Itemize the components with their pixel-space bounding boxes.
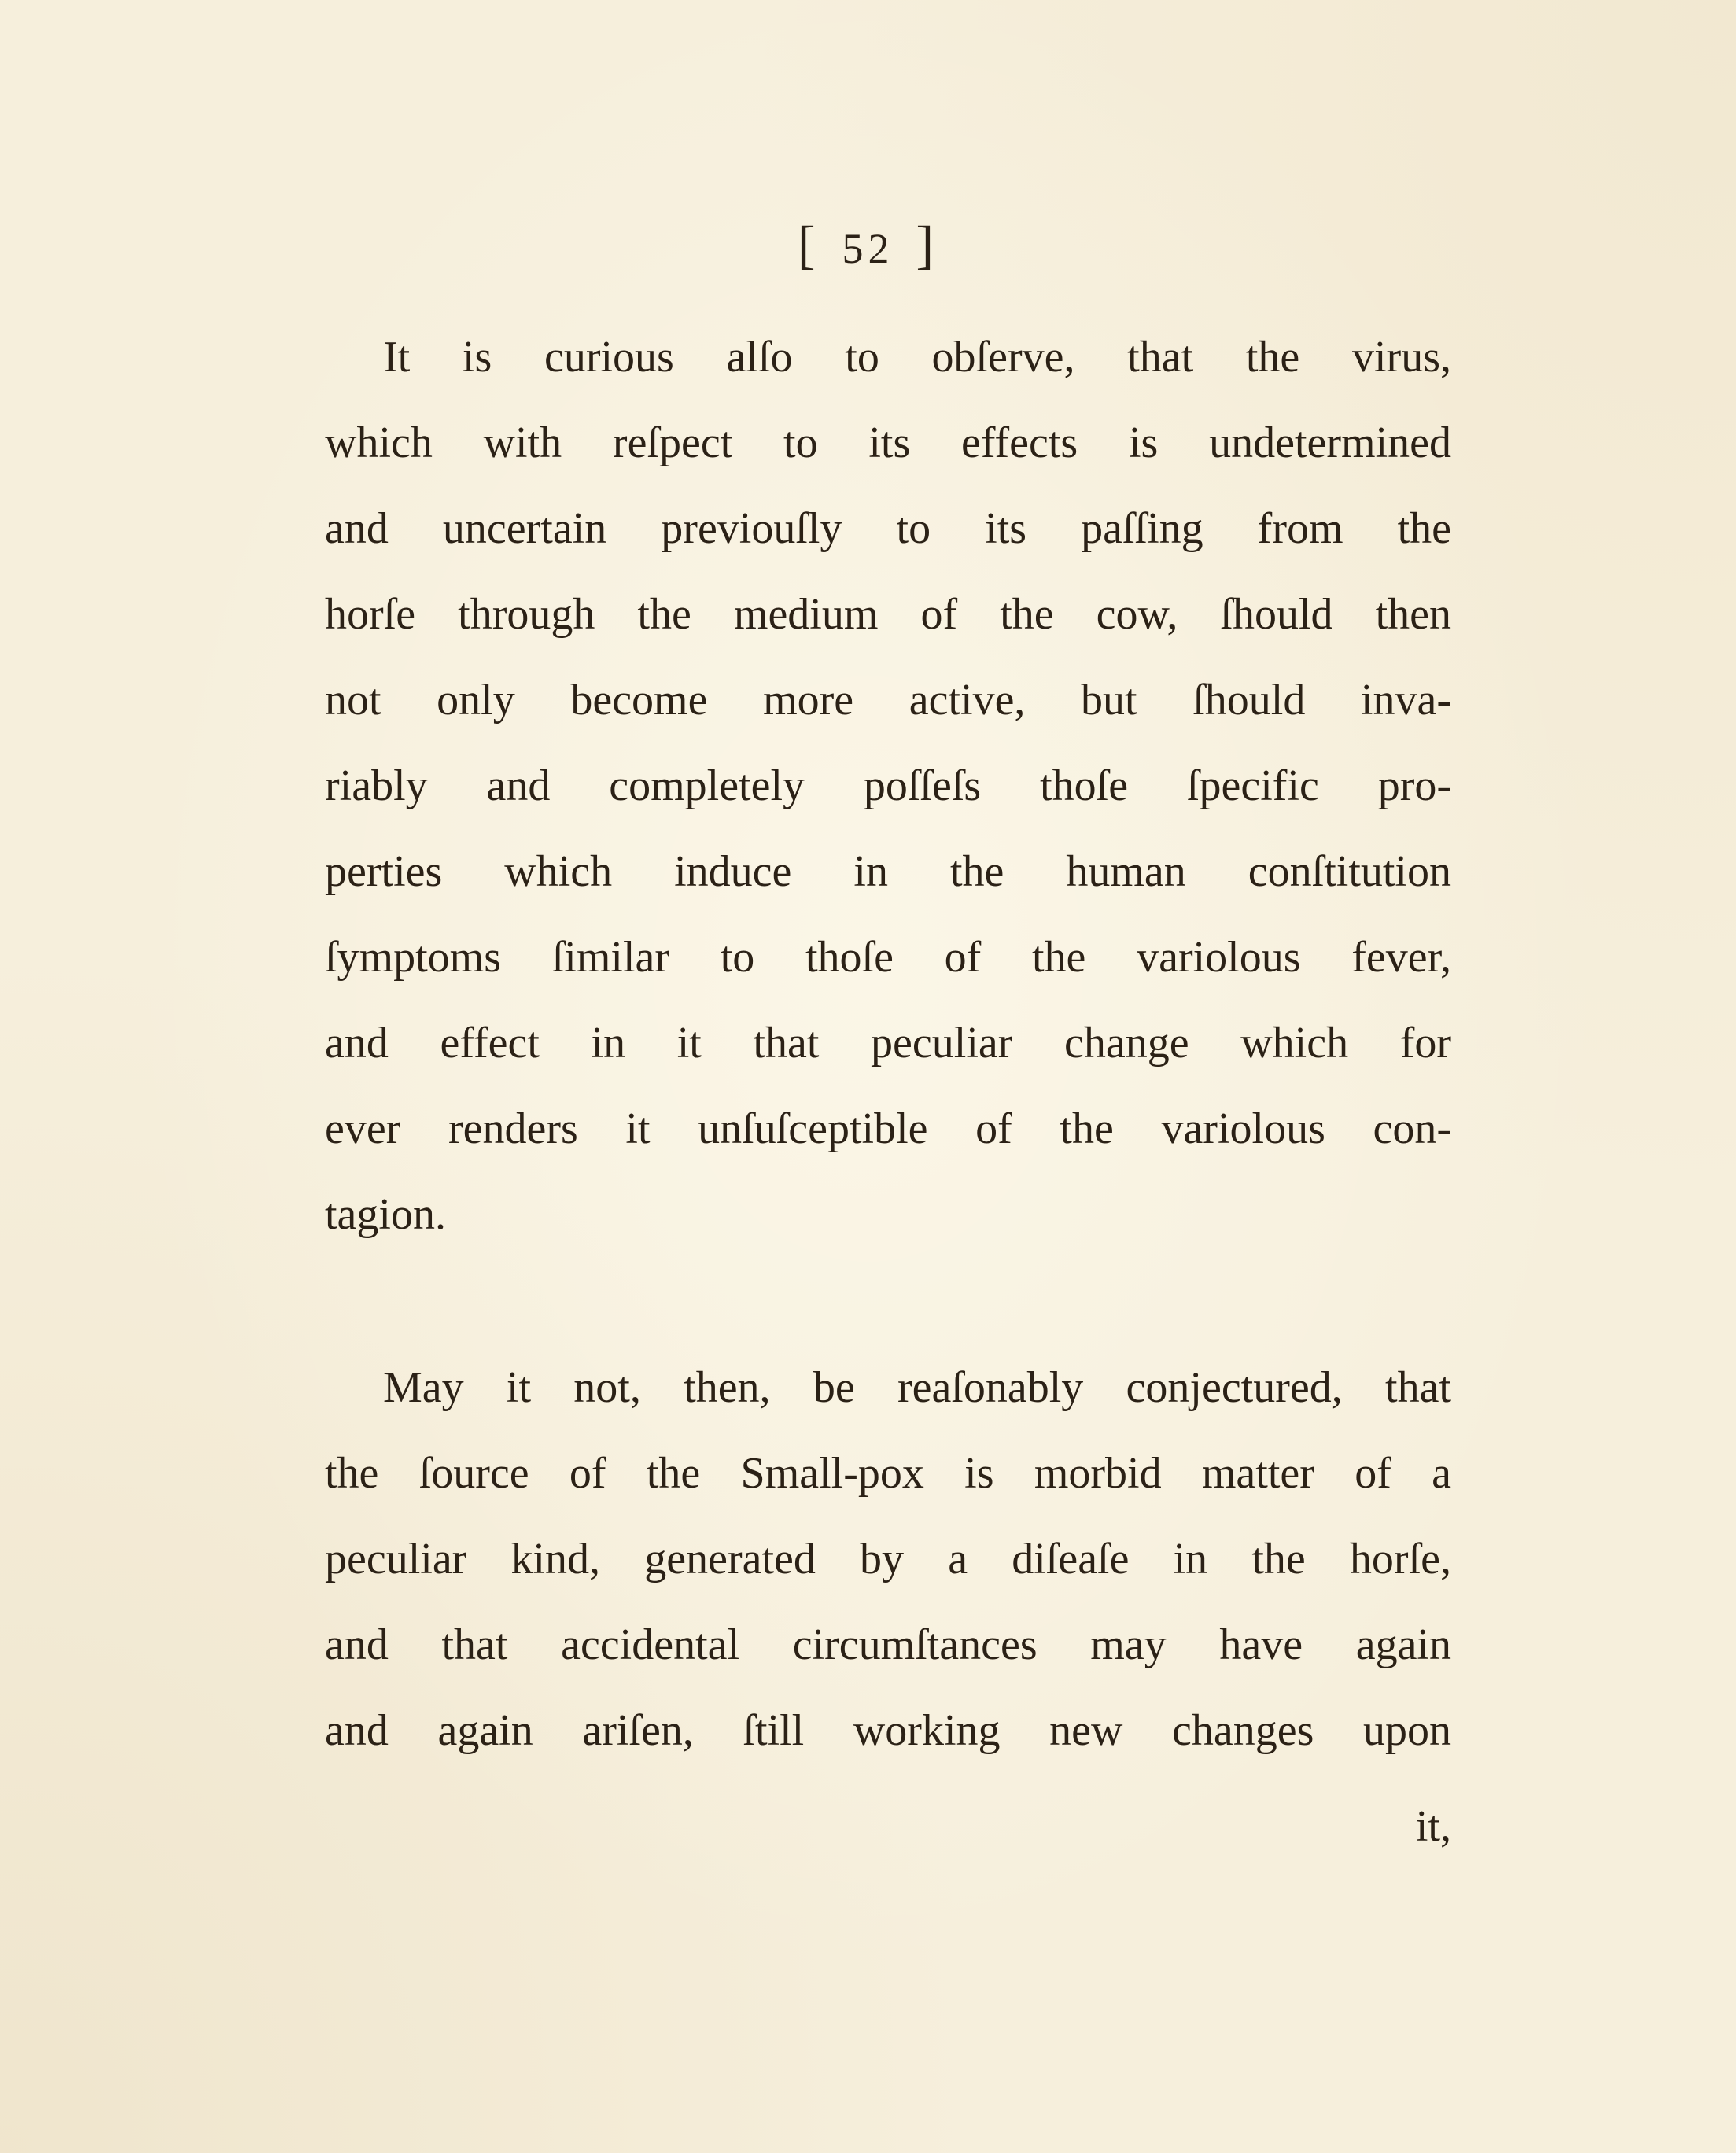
- text-line: which with reſpect to its effects is undetermined: [325, 418, 1451, 467]
- text-line: and again ariſen, ſtill working new changes upon: [325, 1706, 1451, 1755]
- text-line: perties which induce in the human conſtitution: [325, 847, 1451, 896]
- text-line: not only become more active, but ſhould inva-: [325, 676, 1451, 724]
- text-line: ever renders it unſuſceptible of the variolous con-: [325, 1104, 1451, 1153]
- text-line: May it not, then, be reaſonably conjectured, that: [383, 1363, 1451, 1412]
- text-line: the ſource of the Small-pox is morbid matter of a: [325, 1449, 1451, 1498]
- text-line: ſymptoms ſimilar to thoſe of the variolous fever,: [325, 933, 1451, 982]
- paragraph-1: [325, 315, 1451, 1258]
- text-line: It is curious alſo to obſerve, that the virus,: [383, 333, 1451, 382]
- page-header: [0, 214, 1736, 276]
- text-line: and uncertain previouſly to its paſſing from the: [325, 504, 1451, 553]
- text-line: peculiar kind, generated by a diſeaſe in the horſe,: [325, 1535, 1451, 1583]
- catchword: it,: [1415, 1802, 1451, 1851]
- header-left-bracket: [: [797, 215, 820, 275]
- text-line: and that accidental circumſtances may have again: [325, 1620, 1451, 1669]
- page-number: 52: [842, 225, 894, 272]
- paragraph-2: [325, 1345, 1451, 1774]
- text-line: horſe through the medium of the cow, ſhould then: [325, 590, 1451, 639]
- text-line: riably and completely poſſeſs thoſe ſpecific pro-: [325, 761, 1451, 810]
- header-right-bracket: ]: [916, 215, 939, 275]
- text-line: and effect in it that peculiar change which for: [325, 1019, 1451, 1067]
- text-line: tagion.: [325, 1190, 446, 1239]
